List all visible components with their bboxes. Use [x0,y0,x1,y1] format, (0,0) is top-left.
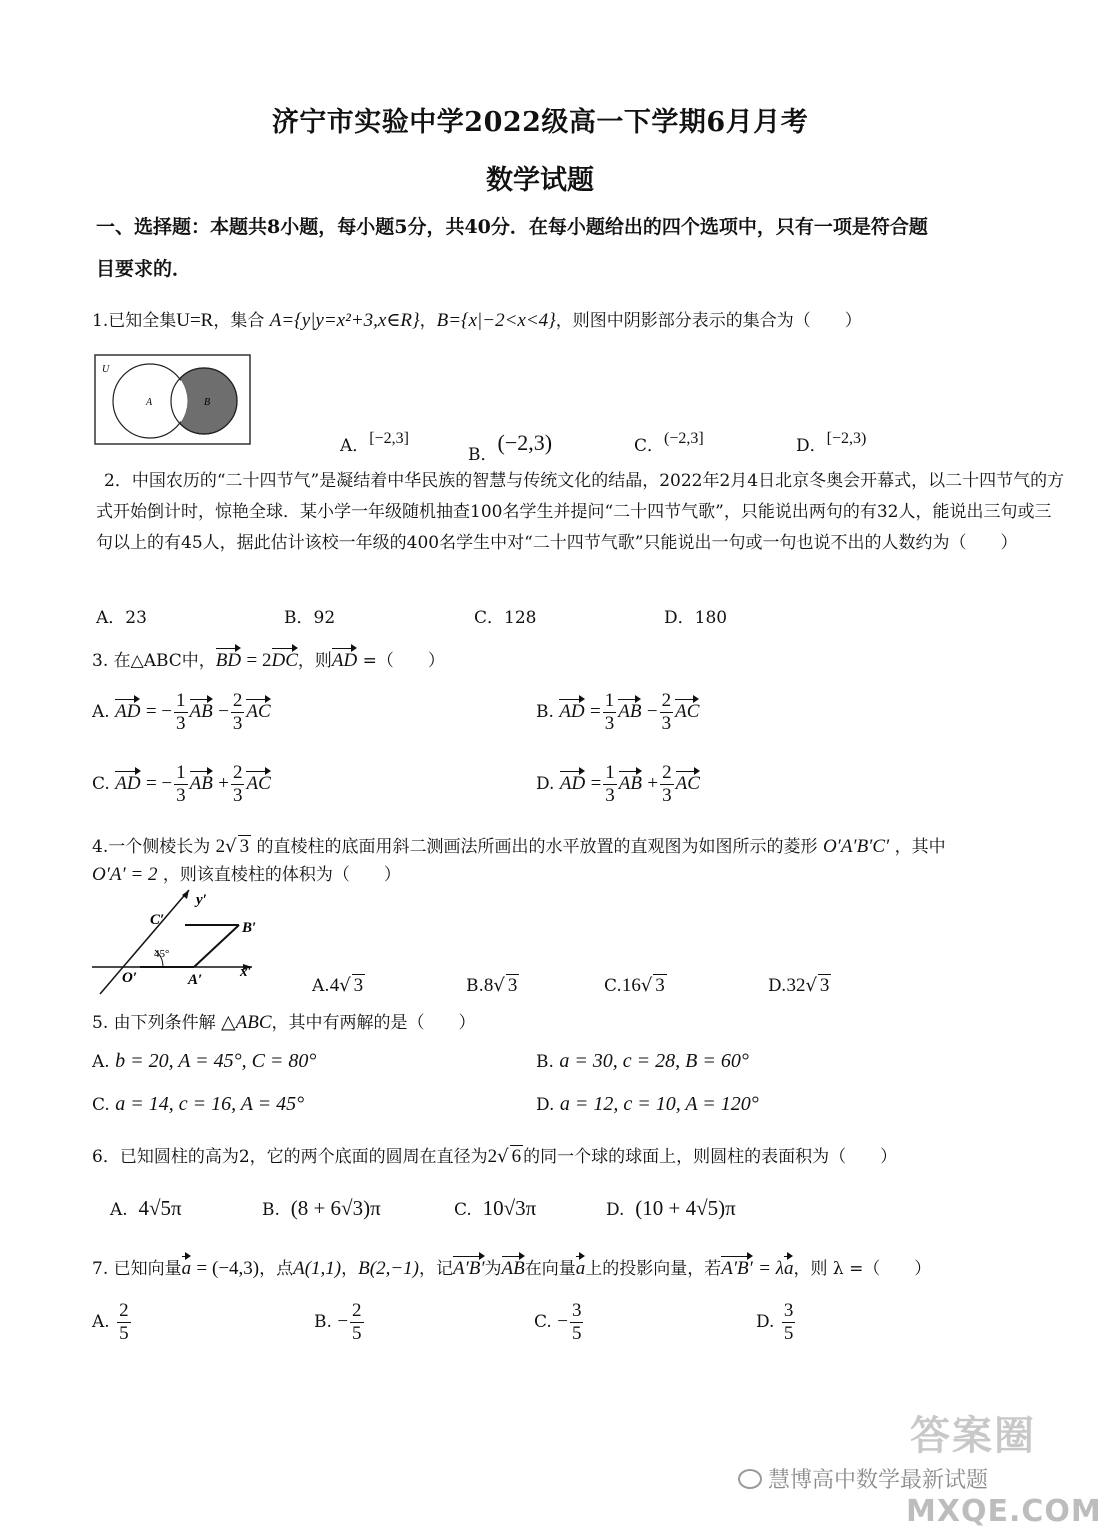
svg-text:A′: A′ [188,972,203,988]
q3-vec-ad: AD [332,646,357,672]
question-4-line2: O′A′ = 2 ，则该直棱柱的体积为（ ） [92,864,401,885]
rhombus-figure [92,884,262,996]
q3-option-d[interactable]: D. AD = $\frac{1}{3}$ AB + $\frac{2}{3}$ AC [536,762,700,806]
q1-option-c-value: (−2,3] [664,430,704,447]
venn-u-label: U [102,364,110,375]
svg-text:x′: x′ [240,964,252,980]
q2-option-a[interactable]: A．23 [96,608,147,628]
q1-universe: U=R [176,310,214,331]
question-6-stem: 6．已知圆柱的高为2，它的两个底面的圆周在直径为2√ 6 的同一个球的球面上，则圆柱的表面积为（ ） [92,1146,898,1167]
svg-text:y′: y′ [196,892,207,908]
q2-option-b[interactable]: B．92 [284,608,336,628]
question-7-stem: 7. 已知向量a = (−4,3)，点A(1,1)，B(2,−1)，记A′B′为AB在向量a上的投影向量，若A′B′ = λa，则 λ =（ ） [92,1254,931,1280]
q7-option-a[interactable]: A. $\frac{2}{5}$ [92,1300,129,1344]
q7-option-b[interactable]: B. − $\frac{2}{5}$ [314,1300,362,1344]
q4-option-d[interactable]: D.32√ 3 [768,975,830,996]
exam-title: 济宁市实验中学2022级高一下学期6月月考 [271,107,809,138]
q3-option-a[interactable]: A. AD = − $\frac{1}{3}$ AB − $\frac{2}{3}$ AC [92,690,271,734]
q4-option-b[interactable]: B.8√ 3 [466,975,518,996]
q1-option-c[interactable]: C．(−2,3] [634,430,704,456]
q7-vec-a: a [182,1254,192,1280]
q1-suffix: ，则图中阴影部分表示的集合为（ ） [555,311,862,331]
q2-option-d[interactable]: D．180 [664,608,728,628]
q1-option-b-value: (−2,3) [497,430,553,455]
wechat-icon [738,1469,762,1489]
q1-set-a: A={y|y=x²+3,x∈R} [269,310,420,331]
exam-subtitle: 数学试题 [486,165,594,196]
q5-option-c[interactable]: C. a = 14, c = 16, A = 45° [92,1093,305,1115]
q5-option-d[interactable]: D. a = 12, c = 10, A = 120° [536,1093,759,1115]
section-heading-line2: 目要求的． [96,258,192,280]
venn-b-label: B [204,397,211,408]
q1-option-d-value: [−2,3) [826,430,867,447]
q7-option-d[interactable]: D. $\frac{3}{5}$ [756,1300,794,1344]
q1-prefix: 1.已知全集 [92,311,177,331]
venn-a-label: A [146,397,153,408]
q3-option-c[interactable]: C. AD = − $\frac{1}{3}$ AB + $\frac{2}{3}$ AC [92,762,271,806]
q1-option-a-value: [−2,3] [369,430,409,447]
svg-text:B′: B′ [242,920,257,936]
watermark-site: MXQE.COM [906,1494,1102,1529]
q1-option-b[interactable]: B．(−2,3) [468,430,553,465]
q5-option-b[interactable]: B. a = 30, c = 28, B = 60° [536,1050,749,1072]
q3-vec-bd: BD [216,646,241,672]
venn-diagram [94,354,252,446]
q5-option-a[interactable]: A. b = 20, A = 45°, C = 80° [92,1050,317,1072]
section-heading-line1: 一、选择题：本题共8小题，每小题5分，共40分．在每小题给出的四个选项中，只有一项是符合题 [96,216,928,238]
q1-option-d[interactable]: D．[−2,3) [796,430,867,456]
question-4-line1: 4.一个侧棱长为 2√ 3 的直棱柱的底面用斜二测画法所画出的水平放置的直观图为如图所示的菱形 O′A′B′C′ ，其中 [92,836,946,857]
q3-option-b[interactable]: B. AD = $\frac{1}{3}$ AB − $\frac{2}{3}$ AC [536,690,700,734]
q6-option-b[interactable]: B. (8 + 6√3)π [262,1196,381,1220]
question-1-stem: 1.已知全集U=R，集合 A={y|y=x²+3,x∈R}，B={x|−2<x<4}，则图中阴影部分表示的集合为（ ） [92,310,862,331]
watermark-account: 慧博高中数学最新试题 [738,1463,988,1494]
watermark-logo-text: 答案圈 [910,1413,1036,1459]
q1-set-a-label: ，集合 [213,311,265,331]
q1-option-a[interactable]: A．[−2,3] [340,430,409,456]
question-2-stem: 2．中国农历的“二十四节气”是凝结着中华民族的智慧与传统文化的结晶，2022年2月4日北京冬奥会开幕式，以二十四节气的方式开始倒计时，惊艳全球．某小学一年级随机抽查100名学生并提问“二十四节气歌”，只能说出两句的有32人，能说出三句或三句以上的有45人，据此估计该校一年级的400名学生中对“二十四节气歌”只能说出一句或一句也说不出的人数约为（ ） [96,471,1065,553]
q3-vec-dc: DC [272,646,298,672]
section-heading [96,206,1066,290]
q1-set-b: B={x|−2<x<4} [436,310,556,331]
q6-option-d[interactable]: D. (10 + 4√5)π [606,1196,736,1220]
q6-option-c[interactable]: C. 10√3π [454,1196,537,1220]
q4-option-a[interactable]: A.4√ 3 [312,975,364,996]
svg-text:O′: O′ [122,970,138,986]
svg-text:C′: C′ [150,912,165,928]
y-axis [100,890,189,994]
q4-option-c[interactable]: C.16√ 3 [604,975,665,996]
q6-option-a[interactable]: A. 4√5π [110,1196,182,1220]
question-5-stem: 5. 由下列条件解 △ABC，其中有两解的是（ ） [92,1012,476,1033]
question-3-stem: 3. 在△ABC中，BD = 2DC，则AD =（ ） [92,646,445,672]
svg-text:45°: 45° [154,948,170,960]
q7-option-c[interactable]: C. − $\frac{3}{5}$ [534,1300,582,1344]
q2-option-c[interactable]: C．128 [474,608,537,628]
edge-ab [194,925,239,967]
